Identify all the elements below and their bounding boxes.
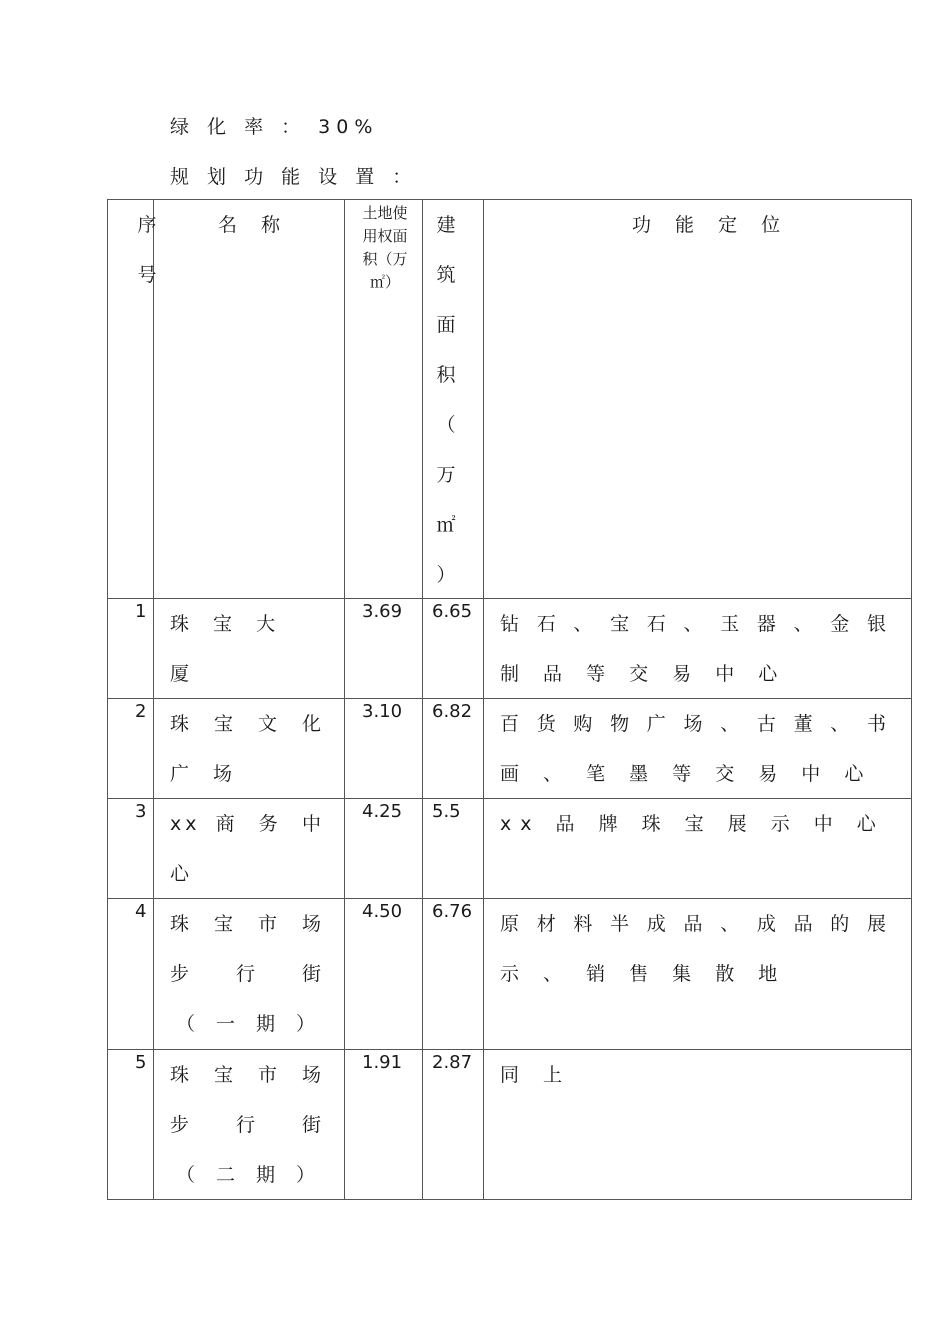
row-1-land-area: 3.69 [362,601,403,622]
row-1-seq: 1 [135,601,147,622]
header-seq-char: 号 [137,264,157,286]
row-3-land-area: 4.25 [362,801,403,822]
name-line: 心 [170,863,199,885]
header-name: 名 称 [218,214,290,236]
row-1-function [500,599,890,699]
header-function: 功 能 定 位 [632,214,790,236]
row-3-name [170,799,325,899]
name-line: （ 二 期 ） [176,1164,319,1186]
row-5-build-area: 2.87 [432,1052,473,1073]
row-4-seq: 4 [135,901,147,922]
header-build-char: 万 [436,464,456,486]
row-3-function [500,799,890,849]
name-line: 广 场 [170,763,242,785]
name-line: 珠 宝 市 场 [170,1064,325,1086]
row-3-build-area: 5.5 [432,801,461,822]
header-build-char: （ [436,414,456,436]
function-line: 画 、 笔 墨 等 交 易 中 心 [500,763,873,785]
function-line: 制 品 等 交 易 中 心 [500,663,787,685]
row-5-land-area: 1.91 [362,1052,403,1073]
header-seq-char: 序 [137,214,157,236]
name-line: 步 行 街 [170,963,325,985]
row-3-seq: 3 [135,801,147,822]
row-5-name [170,1050,325,1200]
function-line: 钻 石 、 宝 石 、 玉 器 、 金 银 [500,613,890,635]
function-line: 原 材 料 半 成 品 、 成 品 的 展 [500,913,890,935]
row-4-build-area: 6.76 [432,901,473,922]
function-line: 百 货 购 物 广 场 、 古 董 、 书 [500,713,890,735]
row-5-function [500,1050,890,1100]
planning-functions-label: 规 划 功 能 设 置 ： [170,166,418,188]
row-4-name [170,899,325,1049]
row-2-build-area: 6.82 [432,701,473,722]
name-line: 珠 宝 大 厦 [170,613,285,685]
row-2-seq: 2 [135,701,147,722]
row-1-build-area: 6.65 [432,601,473,622]
name-line: 步 行 街 [170,1114,325,1136]
header-build-char: 筑 [436,264,456,286]
function-line: 示 、 销 售 集 散 地 [500,963,787,985]
header-build-char: ㎡ [436,514,456,536]
name-line: 珠 宝 市 场 [170,913,325,935]
row-2-land-area: 3.10 [362,701,403,722]
row-1-name [170,599,325,699]
header-seq [133,200,161,300]
greening-rate-text: 绿 化 率 ： 30% [170,116,379,138]
header-land-area: 土地使用权面积（万㎡） [362,204,408,291]
name-line: （ 一 期 ） [176,1013,319,1035]
row-5-seq: 5 [135,1052,147,1073]
row-2-function [500,699,890,799]
header-build-char: 面 [436,314,456,336]
header-build-char: 建 [436,214,456,236]
row-2-name [170,699,325,799]
planning-table [107,199,912,1200]
row-4-function [500,899,890,999]
header-build-area [428,200,464,600]
function-line: xx 品 牌 珠 宝 展 示 中 心 [500,813,885,835]
row-4-land-area: 4.50 [362,901,403,922]
name-line: 珠 宝 文 化 [170,713,325,735]
name-line: xx 商 务 中 [170,813,325,835]
function-line: 同 上 [500,1064,572,1086]
header-build-char: ） [436,564,456,586]
header-build-char: 积 [436,364,456,386]
